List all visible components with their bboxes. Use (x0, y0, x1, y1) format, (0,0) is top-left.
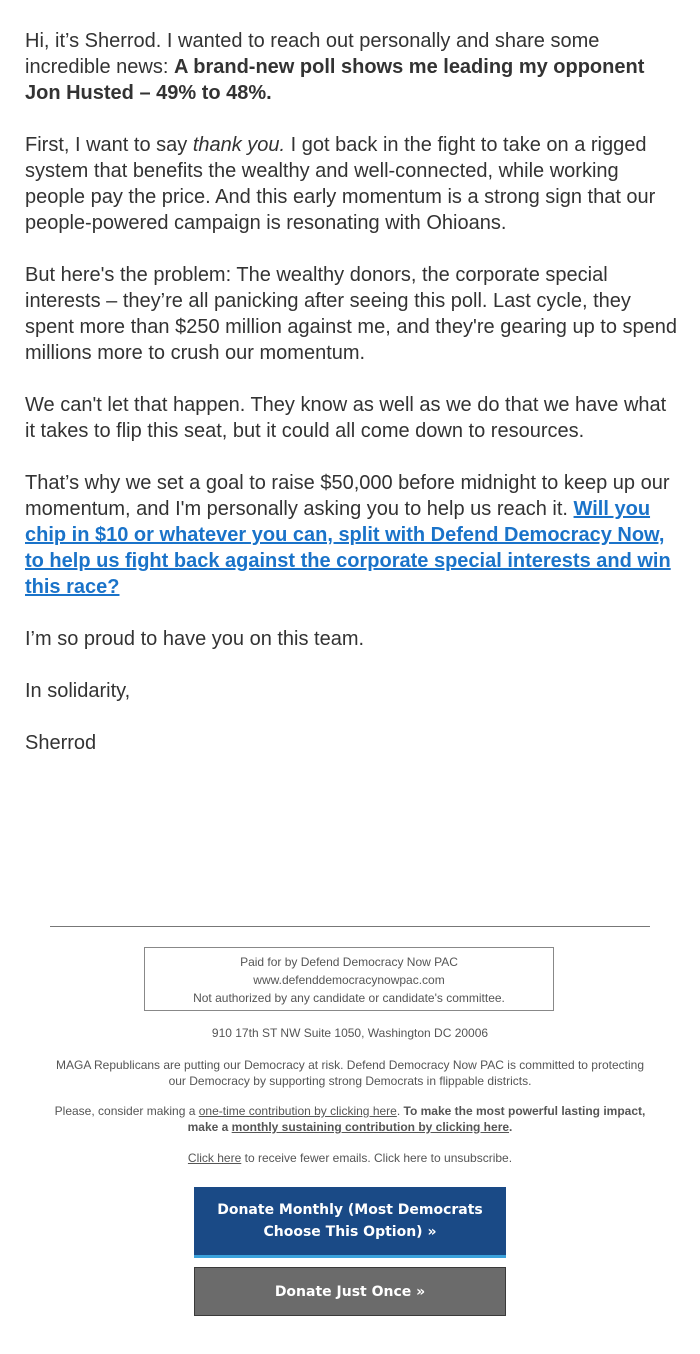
thank-you-rest-text: I got back in the fight to take on a rigged system that benefits the wealthy and well-connected, while working people pay the price. And this early momentum is a strong sign that our people-powered campaign is resonating with Ohioans. (25, 134, 656, 234)
contribution-lead-text: Please, consider making a (54, 1104, 199, 1118)
chip-in-link[interactable]: Will you chip in $10 or whatever you can, split with Defend Democracy Now, to help us fight back against the corporate special interests and win this race? (25, 498, 671, 598)
signature: Sherrod (25, 732, 97, 754)
paragraph-proud: I’m so proud to have you on this team. (25, 628, 365, 650)
donate-once-label: Donate Just Once » (274, 1283, 426, 1300)
footer-mission: MAGA Republicans are putting our Democracy at risk. Defend Democracy Now PAC is committed to protecting our Democracy by supporting strong Democrats in flippable districts. (55, 1058, 644, 1088)
footer-contribution-text (50, 1103, 650, 1135)
impact-lead-text: To make the most powerful lasting impact, make a (187, 1104, 646, 1134)
donate-monthly-label: Donate Monthly (Most Democrats Choose This Option) » (217, 1202, 483, 1240)
footer-address: 910 17th ST NW Suite 1050, Washington DC 20006 (211, 1026, 489, 1040)
thank-you-lead-text: First, I want to say (25, 134, 193, 156)
poll-result-text: A brand-new poll shows me leading my opponent Jon Husted – 49% to 48%. (25, 56, 645, 104)
fewer-emails-text: to receive fewer emails. Click here to unsubscribe. (241, 1151, 513, 1165)
donate-once-button[interactable] (194, 1267, 506, 1316)
disclaimer-not-authorized: Not authorized by any candidate or candidate's committee. (193, 991, 505, 1005)
one-time-contribution-link[interactable]: one-time contribution by clicking here (198, 1104, 397, 1118)
thank-you-emphasis: thank you. (192, 134, 286, 156)
paid-for-disclaimer-box (144, 947, 554, 1011)
impact-end-text: . (509, 1120, 513, 1134)
paragraph-resources: We can't let that happen. They know as well as we do that we have what it takes to flip this seat, but it could all come down to resources. (25, 394, 667, 442)
donate-monthly-button[interactable] (194, 1187, 506, 1258)
paragraph-problem: But here's the problem: The wealthy donors, the corporate special interests – they’re all panicking after seeing this poll. Last cycle, they spent more than $250 million against me, and they're gearing up to spend millions more to crush our momentum. (25, 264, 678, 364)
poll-intro-text: Hi, it’s Sherrod. I wanted to reach out personally and share some incredible news: (25, 30, 600, 78)
footer-divider (50, 926, 650, 927)
ask-lead-text: That’s why we set a goal to raise $50,000 before midnight to keep up our momentum, and I'm personally asking you to help us reach it. (25, 472, 670, 520)
fewer-emails-link[interactable]: Click here (187, 1151, 242, 1165)
disclaimer-paid-for: Paid for by Defend Democracy Now PAC (240, 955, 458, 969)
disclaimer-website: www.defenddemocracynowpac.com (253, 973, 445, 987)
footer-email-preferences (50, 1150, 650, 1166)
paragraph-ask (25, 470, 680, 600)
email-body (25, 28, 680, 782)
paragraph-poll-news (25, 28, 680, 106)
paragraph-thank-you (25, 132, 680, 236)
contribution-separator: . (396, 1104, 404, 1118)
monthly-contribution-link[interactable]: monthly sustaining contribution by clicking here (231, 1120, 510, 1134)
sign-off: In solidarity, (25, 680, 131, 702)
